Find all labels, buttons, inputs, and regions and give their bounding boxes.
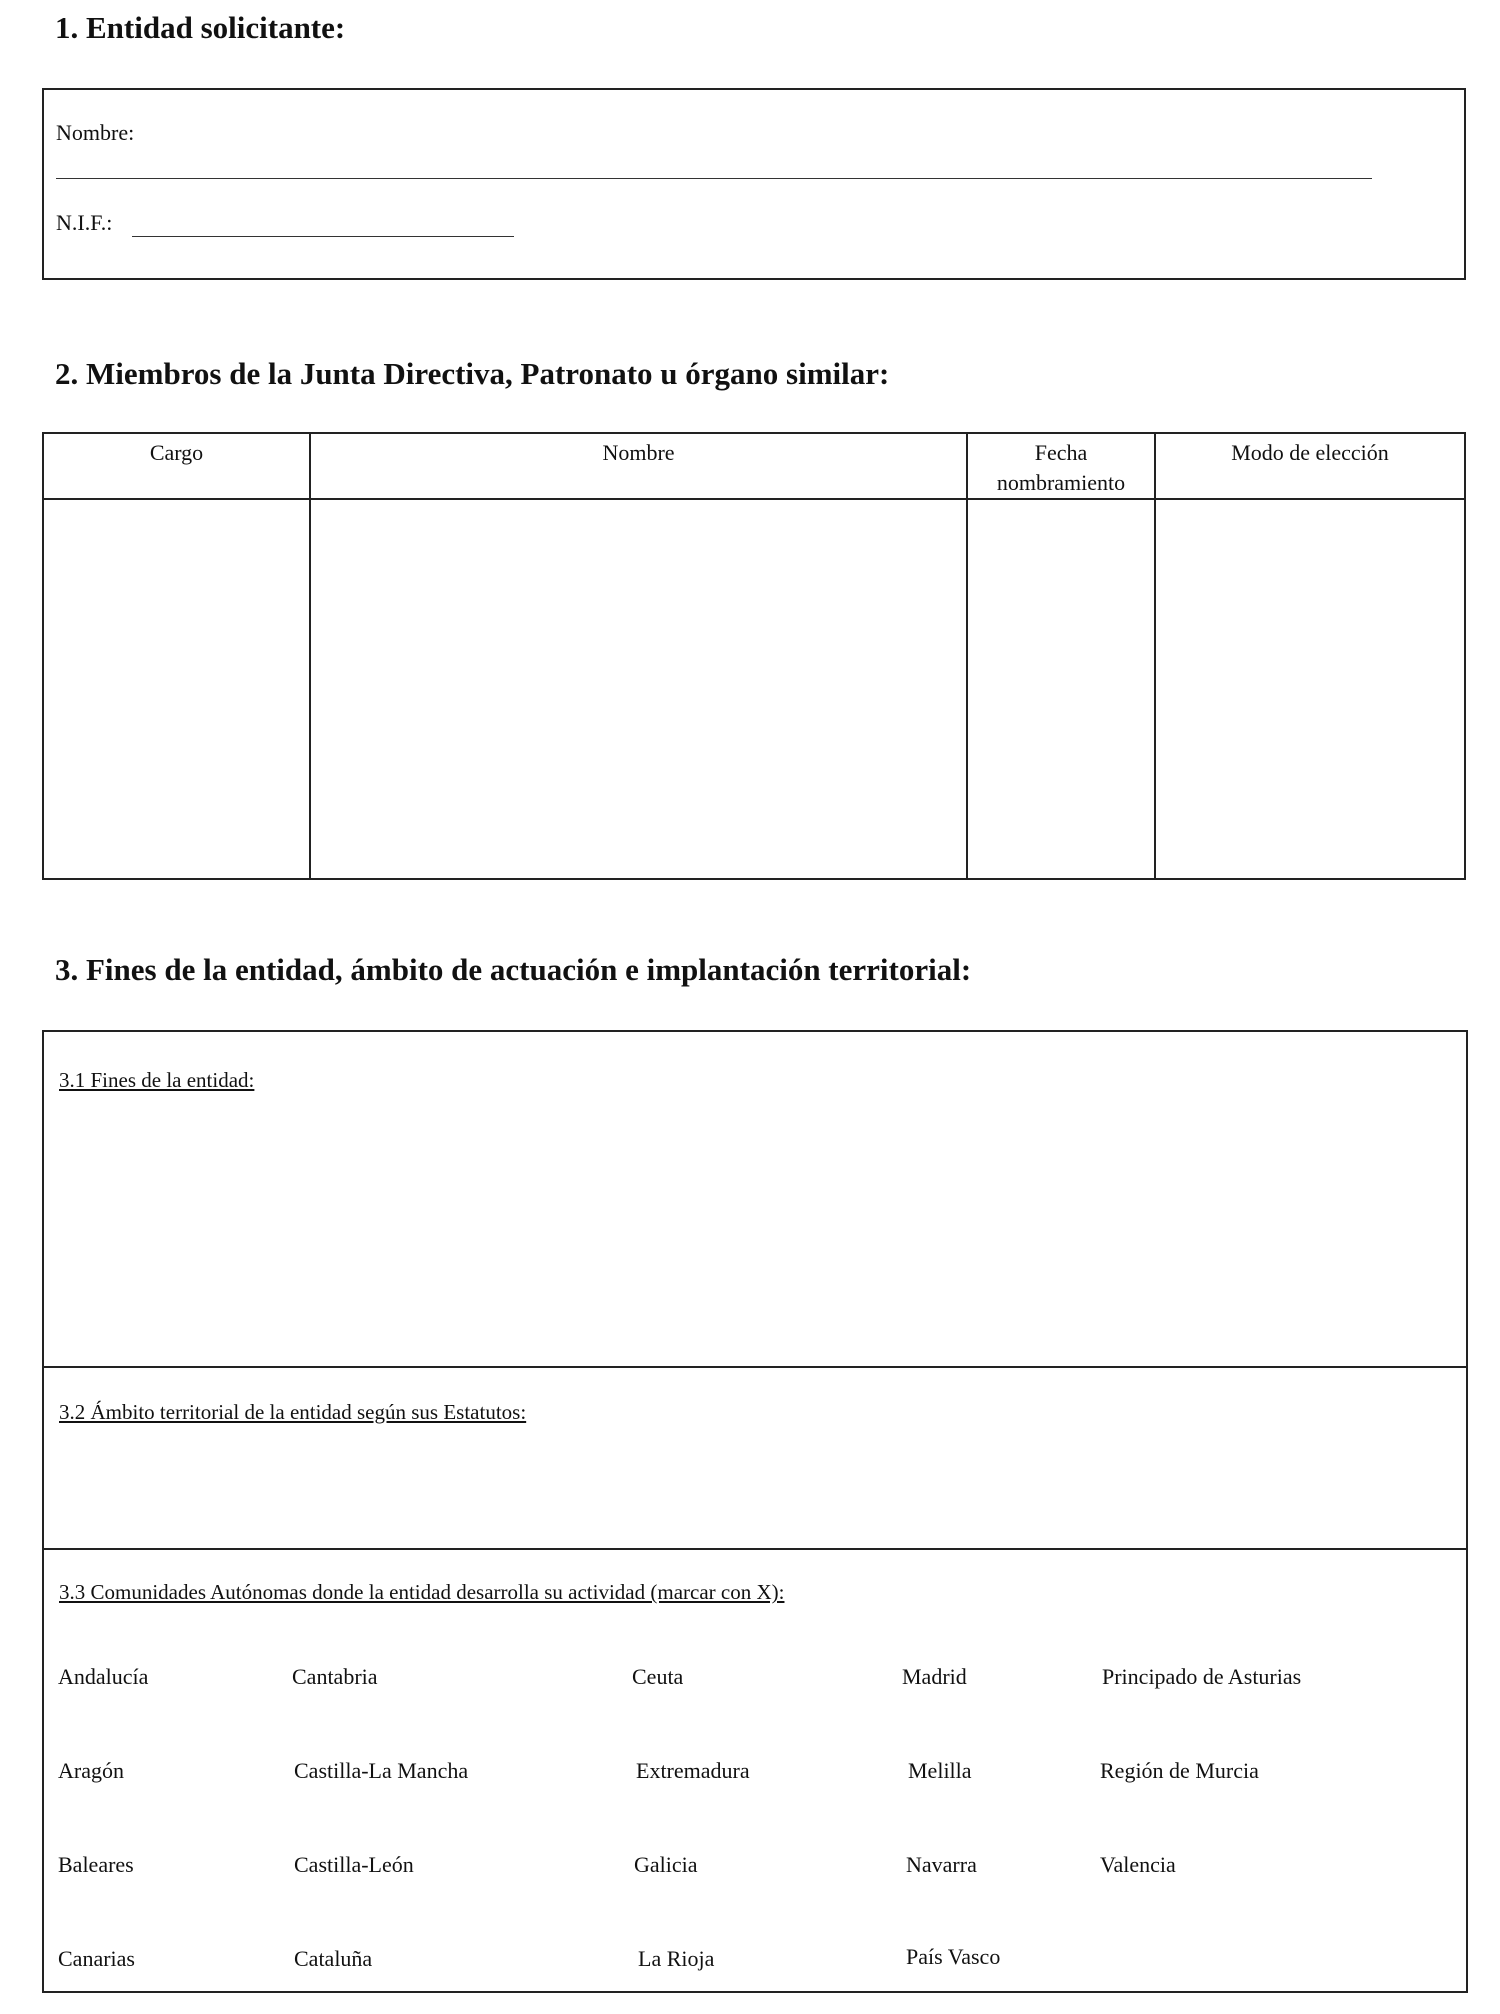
region-extremadura[interactable]: Extremadura [636, 1758, 750, 1783]
column-header-modo: Modo de elección [1155, 433, 1465, 499]
region-asturias[interactable]: Principado de Asturias [1102, 1664, 1302, 1689]
region-la-rioja[interactable]: La Rioja [638, 1946, 715, 1971]
section-3-heading: 3. Fines de la entidad, ámbito de actuación e implantación territorial: [55, 952, 972, 987]
region-navarra[interactable]: Navarra [906, 1852, 977, 1877]
region-valencia[interactable]: Valencia [1100, 1852, 1176, 1877]
column-header-cargo: Cargo [43, 433, 310, 499]
region-murcia[interactable]: Región de Murcia [1100, 1758, 1259, 1783]
region-melilla[interactable]: Melilla [908, 1758, 972, 1783]
board-members-table [42, 432, 1466, 880]
nif-label: N.I.F.: [56, 210, 113, 235]
region-baleares[interactable]: Baleares [58, 1852, 134, 1877]
region-castilla-la-mancha[interactable]: Castilla-La Mancha [294, 1758, 469, 1783]
region-galicia[interactable]: Galicia [634, 1852, 698, 1877]
column-header-nombre: Nombre [310, 433, 967, 499]
subsection-3-1-title: 3.1 Fines de la entidad: [59, 1068, 255, 1092]
region-madrid[interactable]: Madrid [902, 1664, 967, 1689]
nif-input-line[interactable] [132, 236, 514, 237]
section-3-box [42, 1030, 1468, 1993]
subsection-3-2-title: 3.2 Ámbito territorial de la entidad según sus Estatutos: [59, 1400, 527, 1424]
region-cantabria[interactable]: Cantabria [292, 1664, 378, 1689]
section-1-heading: 1. Entidad solicitante: [55, 10, 346, 45]
region-andalucia[interactable]: Andalucía [58, 1664, 149, 1689]
divider [44, 1366, 1466, 1368]
section-2-heading: 2. Miembros de la Junta Directiva, Patronato u órgano similar: [55, 356, 890, 391]
table-row [43, 499, 1465, 879]
region-pais-vasco[interactable]: País Vasco [906, 1944, 1001, 1969]
divider [44, 1548, 1466, 1550]
region-aragon[interactable]: Aragón [58, 1758, 124, 1783]
name-input-line[interactable] [56, 178, 1372, 179]
region-ceuta[interactable]: Ceuta [632, 1664, 684, 1689]
applicant-box [42, 88, 1466, 280]
region-canarias[interactable]: Canarias [58, 1946, 135, 1971]
subsection-3-3-title: 3.3 Comunidades Autónomas donde la entidad desarrolla su actividad (marcar con X): [59, 1580, 785, 1604]
column-header-fecha: Fecha nombramiento [967, 433, 1155, 499]
cell-cargo[interactable] [43, 499, 310, 879]
cell-modo[interactable] [1155, 499, 1465, 879]
cell-fecha[interactable] [967, 499, 1155, 879]
name-label: Nombre: [56, 120, 135, 145]
region-cataluna[interactable]: Cataluña [294, 1946, 373, 1971]
cell-nombre[interactable] [310, 499, 967, 879]
region-castilla-leon[interactable]: Castilla-León [294, 1852, 414, 1877]
table-header-row [43, 433, 1465, 499]
